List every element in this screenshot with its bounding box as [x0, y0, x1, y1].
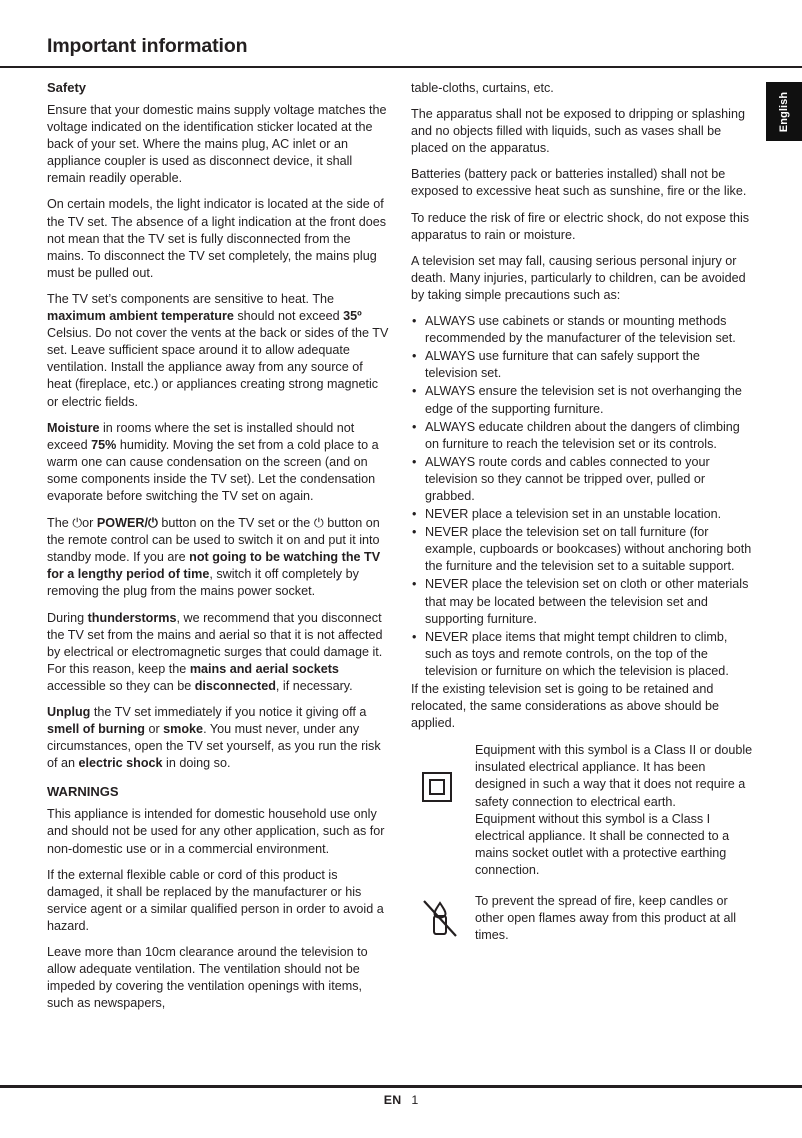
- thunder-bold-2: mains and aerial sockets: [189, 661, 339, 676]
- class-ii-text-1: Equipment with this symbol is a Class II or double insulated electrical appliance. It has been designed in such a way that it does not require a safety connection to electrical earth.: [475, 743, 753, 809]
- thunder-text-2: accessible so they can be: [47, 678, 195, 693]
- no-open-flame-icon: [417, 895, 461, 939]
- heat-text-3: Celsius. Do not cover the vents at the back or sides of the TV set. Leave sufficient space around it to allow adequate ventilation. Install the appliance away from any source of heat (fireplace, etc.) or appliances creating strong magnetic or electric fields.: [47, 326, 389, 409]
- header-divider-rule: [0, 66, 802, 68]
- power-symbol-icon-3: ⏻: [313, 515, 324, 531]
- heat-text-2: should not exceed: [233, 309, 344, 324]
- list-item: • NEVER place a television set in an unstable location.: [411, 506, 753, 523]
- unplug-bold-1: Unplug: [47, 705, 91, 719]
- heat-paragraph: [47, 291, 389, 411]
- page-footer: [0, 1093, 802, 1107]
- unplug-paragraph: [47, 704, 389, 772]
- moisture-bold-2: 75%: [91, 437, 117, 452]
- right-column: [411, 80, 753, 944]
- unplug-bold-3: smoke: [163, 722, 204, 737]
- thunder-text-1: , we recommend that you disconnect the TV set from the mains and aerial so that it is not affected by electrical or electromagnetic surges that could damage it. For this reason, keep the: [47, 610, 383, 676]
- power-text-2: button on the TV set or the: [157, 516, 314, 531]
- power-text-0: The: [47, 516, 73, 531]
- list-item: • ALWAYS educate children about the dangers of climbing on furniture to reach the television set or its controls.: [411, 419, 753, 453]
- power-symbol-icon-2: ⏻: [147, 515, 158, 531]
- safety-paragraph-2: On certain models, the light indicator is located at the side of the TV set. The absence of a light indication at the front does not mean that the TV set is fully disconnected from the mains. To disconnect the TV set completely, the mains plug must be pulled out.: [47, 197, 387, 280]
- thunder-text-3: , if necessary.: [275, 678, 353, 693]
- power-symbol-icon-1: ⏻: [72, 515, 83, 531]
- warnings-heading: WARNINGS: [47, 784, 119, 800]
- warnings-paragraph-1: This appliance is intended for domestic household use only and should not be used for any other application, such as for non-domestic use or in a commercial environment.: [47, 807, 385, 856]
- class-ii-symbol-row: [411, 742, 753, 879]
- unplug-text-3: . You must never, under any circumstances, open the TV set yourself, as you run the risk of an: [47, 722, 381, 771]
- no-candle-symbol-row: [411, 893, 753, 944]
- list-item: • ALWAYS route cords and cables connected to your television so they cannot be tripped over, pulled or grabbed.: [411, 454, 753, 505]
- relocation-paragraph: If the existing television set is going to be retained and relocated, the same considerations as above should be applied.: [411, 682, 720, 731]
- list-item: • NEVER place items that might tempt children to climb, such as toys and remote controls, on the top of the television or furniture on which the television is placed.: [411, 629, 753, 680]
- heat-bold-1: maximum ambient temperature: [47, 309, 234, 324]
- tipover-intro-paragraph: A television set may fall, causing serious personal injury or death. Many injuries, particularly to children, can be avoided by taking simple precautions such as:: [411, 253, 746, 302]
- unplug-text-1: the TV set immediately if you notice it giving off a: [90, 705, 367, 719]
- list-item: • NEVER place the television set on tall furniture (for example, cupboards or bookcases) without anchoring both the furniture and the television set to a suitable support.: [411, 524, 753, 575]
- list-item: • NEVER place the television set on cloth or other materials that may be located between the television set and supporting furniture.: [411, 576, 753, 627]
- unplug-bold-4: electric shock: [78, 756, 163, 771]
- class-ii-text-2: Equipment without this symbol is a Class I electrical appliance. It shall be connected to a mains socket outlet with a protective earthing connection.: [475, 811, 730, 877]
- moisture-paragraph: [47, 420, 389, 505]
- no-candle-text: To prevent the spread of fire, keep candles or other open flames away from this product at all times.: [475, 894, 737, 943]
- safety-paragraph-1: Ensure that your domestic mains supply voltage matches the voltage indicated on the identification sticker located at the back of your set. Where the mains plug, AC inlet or an appliance coupler is used as disconnect device, it shall remain readily operable.: [47, 103, 387, 186]
- footer-page-number: 1: [411, 1093, 419, 1107]
- continuation-paragraph: table-cloths, curtains, etc.: [411, 81, 554, 95]
- list-item: • ALWAYS ensure the television set is not overhanging the edge of the supporting furniture.: [411, 383, 753, 417]
- list-item: • ALWAYS use cabinets or stands or mounting methods recommended by the manufacturer of the television set.: [411, 313, 753, 347]
- heat-bold-2: 35º: [343, 309, 362, 324]
- thunder-bold-3: disconnected: [194, 678, 276, 693]
- power-text-4: , switch it off completely by removing the plug from the mains power socket.: [47, 567, 359, 599]
- power-text-3: button on the remote control can be used to switch it on and put it into standby mode. If you are: [47, 516, 380, 565]
- list-item: • ALWAYS use furniture that can safely support the television set.: [411, 348, 753, 382]
- safety-bullet-list: [411, 313, 753, 680]
- footer-divider-rule: [0, 1085, 802, 1088]
- thunder-text-0: During: [47, 610, 88, 625]
- footer-language-code: EN: [383, 1093, 402, 1107]
- warnings-paragraph-2: If the external flexible cable or cord of this product is damaged, it shall be replaced by the manufacturer or his service agent or a similar qualified person in order to avoid a hazard.: [47, 867, 384, 933]
- language-tab-label: English: [778, 91, 790, 132]
- moisture-bold-1: Moisture: [47, 420, 100, 435]
- left-column: [47, 80, 389, 1021]
- warnings-paragraph-3: Leave more than 10cm clearance around the television to allow adequate ventilation. The ventilation should not be impeded by covering the ventilation openings with items, such as newspapers,: [47, 945, 368, 1011]
- page-content: [0, 80, 802, 1075]
- power-text-1: or: [82, 516, 97, 531]
- apparatus-paragraph: The apparatus shall not be exposed to dripping or splashing and no objects filled with liquids, such as vases shall be placed on the apparatus.: [411, 107, 745, 156]
- thunder-bold-1: thunderstorms: [87, 610, 177, 625]
- moisture-text-1: in rooms where the set is installed should not exceed: [47, 420, 355, 452]
- safety-heading: Safety: [47, 80, 87, 95]
- class-ii-double-insulation-icon: [422, 772, 452, 802]
- unplug-text-4: in doing so.: [162, 756, 231, 771]
- power-bold-1: POWER/: [96, 516, 148, 531]
- batteries-paragraph: Batteries (battery pack or batteries installed) shall not be exposed to excessive heat such as sunshine, fire or the like.: [411, 167, 747, 199]
- moisture-text-2: humidity. Moving the set from a cold place to a warm one can cause condensation on the screen (and on some components inside the TV set). Let the condensation evaporate before switching the TV set on again.: [47, 437, 379, 503]
- thunderstorm-paragraph: [47, 610, 389, 695]
- page-title: Important information: [47, 35, 248, 57]
- fire-risk-paragraph: To reduce the risk of fire or electric shock, do not expose this apparatus to rain or moisture.: [411, 210, 750, 242]
- unplug-text-2: or: [144, 722, 164, 737]
- heat-text-1: The TV set’s components are sensitive to heat. The: [47, 291, 335, 306]
- power-bold-2: not going to be watching the TV for a lengthy period of time: [47, 550, 381, 582]
- unplug-bold-2: smell of burning: [47, 722, 145, 737]
- power-button-paragraph: [47, 514, 389, 600]
